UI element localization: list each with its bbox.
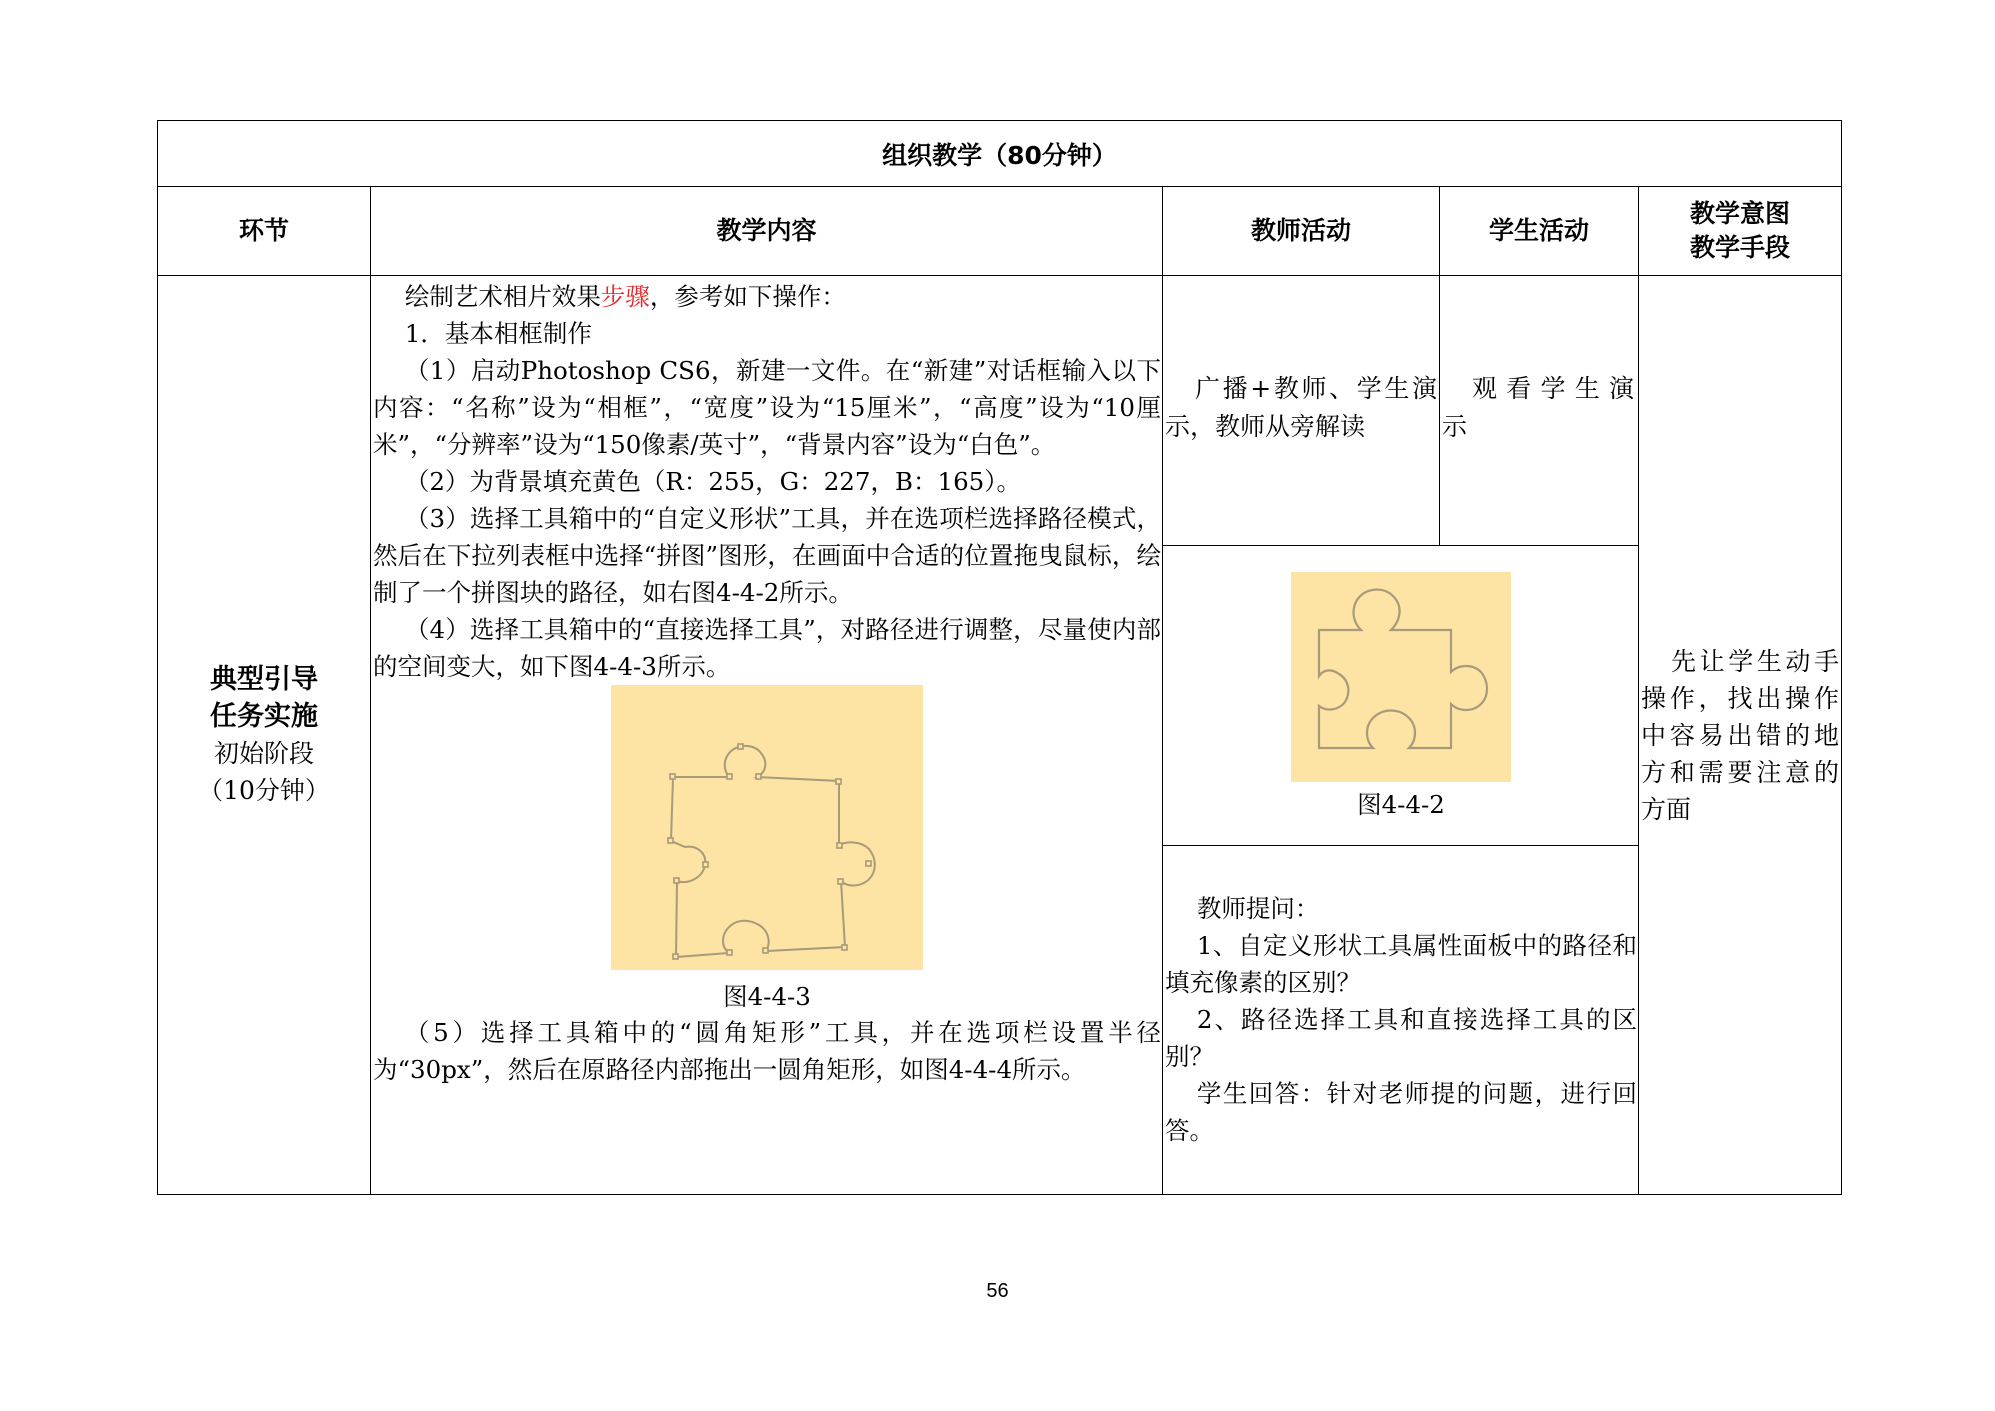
anchor-point (837, 843, 842, 848)
teacher-activity-text: 广播+教师、学生演示，教师从旁解读 (1165, 374, 1437, 441)
step-5: （5）选择工具箱中的“圆角矩形”工具，并在选项栏设置半径为“30px”，然后在原路径内部拖出一圆角矩形，如图4-4-4所示。 (373, 1018, 1161, 1084)
header-intent-line1: 教学意图 (1690, 199, 1791, 228)
figure-4-4-3-caption: 图4-4-3 (723, 982, 811, 1011)
anchor-point (673, 954, 678, 959)
anchor-point (838, 879, 843, 884)
page-number: 56 (986, 1280, 1009, 1302)
anchor-point (756, 774, 761, 779)
anchor-point (866, 861, 871, 866)
step-2: （2）为背景填充黄色（R：255，G：227，B：165）。 (404, 467, 1021, 496)
stage-line1: 典型引导 (210, 664, 318, 695)
header-content: 教学内容 (371, 187, 1163, 276)
header-intent-line2: 教学手段 (1690, 233, 1791, 262)
intro-red-text: 步骤 (600, 282, 650, 311)
activity-cell (1163, 276, 1639, 1195)
anchor-point (668, 838, 673, 843)
student-activity-text: 观看学生演示 (1442, 374, 1637, 441)
content-cell (371, 276, 1163, 1195)
student-activity-box (1440, 276, 1639, 546)
figure-4-4-2 (1163, 546, 1639, 846)
activity-wrap (1163, 276, 1638, 1194)
intro-prefix: 绘制艺术相片效果 (404, 282, 601, 311)
header-stage: 环节 (158, 187, 371, 276)
anchor-point (836, 779, 841, 784)
student-answer: 学生回答：针对老师提的问题，进行回答。 (1165, 1079, 1637, 1145)
anchor-point (842, 945, 847, 950)
stage-line3: 初始阶段 (213, 739, 314, 768)
question-1: 1、自定义形状工具属性面板中的路径和填充像素的区别？ (1165, 931, 1637, 997)
puzzle-edited-image (611, 685, 923, 970)
figure-4-4-2-caption: 图4-4-2 (1357, 790, 1445, 819)
question-2: 2、路径选择工具和直接选择工具的区别？ (1165, 1005, 1637, 1071)
step-3: （3）选择工具箱中的“自定义形状”工具，并在选项栏选择路径模式，然后在下拉列表框中选择“拼图”图形，在画面中合适的位置拖曳鼠标，绘制了一个拼图块的路径，如右图4-4-2所示。 (373, 504, 1161, 607)
step-title: 1．基本相框制作 (404, 319, 592, 348)
anchor-point (738, 744, 743, 749)
anchor-point (727, 950, 732, 955)
anchor-point (674, 878, 679, 883)
stage-line2: 任务实施 (210, 701, 318, 732)
anchor-point (670, 774, 675, 779)
anchor-point (763, 948, 768, 953)
figure-4-4-3 (373, 685, 1161, 980)
header-teacher-activity: 教师活动 (1163, 187, 1440, 276)
header-intent (1639, 187, 1842, 276)
table-title: 组织教学（80分钟） (158, 121, 1842, 187)
intent-text: 先让学生动手操作，找出操作中容易出错的地方和需要注意的方面 (1641, 646, 1840, 824)
step-4: （4）选择工具箱中的“直接选择工具”，对路径进行调整，尽量使内部的空间变大，如下图4-4-3所示。 (373, 615, 1161, 681)
teacher-activity-box (1163, 276, 1440, 546)
puzzle-shape-image (1291, 572, 1511, 782)
anchor-point (703, 862, 708, 867)
step-1: （1）启动Photoshop CS6，新建一文件。在“新建”对话框输入以下内容：“名称”设为“相框”，“宽度”设为“15厘米”，“高度”设为“10厘米”，“分辨率”设为“150像素/英寸”，“背景内容”设为“白色”。 (373, 356, 1161, 459)
stage-cell (158, 276, 371, 1195)
intent-cell (1639, 276, 1842, 1195)
questions-box (1163, 846, 1639, 1194)
figure-background (611, 685, 923, 970)
intro-suffix: ，参考如下操作： (649, 282, 846, 311)
lesson-plan-table (157, 120, 1842, 1195)
content-intro (373, 278, 1161, 315)
stage-line4: （10分钟） (198, 776, 330, 805)
figure-background (1291, 572, 1511, 782)
anchor-point (727, 774, 732, 779)
header-student-activity: 学生活动 (1440, 187, 1639, 276)
questions-label: 教师提问： (1196, 894, 1320, 923)
